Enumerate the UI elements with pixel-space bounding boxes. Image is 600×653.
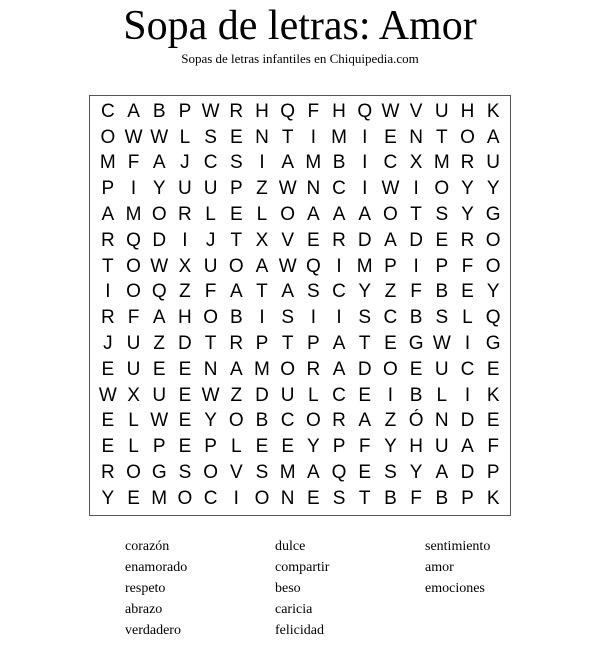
grid-cell[interactable]: O bbox=[485, 255, 501, 277]
grid-cell[interactable]: D bbox=[255, 384, 269, 406]
grid-cell[interactable]: O bbox=[177, 487, 193, 509]
grid-cell[interactable]: H bbox=[460, 100, 475, 122]
grid-cell[interactable]: R bbox=[229, 100, 244, 122]
word-list-item: emociones bbox=[425, 581, 485, 596]
grid-cell[interactable]: U bbox=[152, 384, 167, 406]
grid-cell[interactable]: S bbox=[255, 462, 269, 484]
grid-cell[interactable]: L bbox=[436, 384, 448, 406]
grid-cell[interactable]: F bbox=[358, 436, 371, 458]
grid-cell[interactable]: M bbox=[99, 152, 116, 174]
grid-cell[interactable]: W bbox=[278, 255, 297, 277]
grid-cell[interactable]: I bbox=[310, 307, 316, 329]
grid-cell[interactable]: P bbox=[307, 333, 320, 355]
grid-cell[interactable]: R bbox=[460, 152, 475, 174]
grid-cell[interactable]: E bbox=[281, 436, 294, 458]
grid-cell[interactable]: C bbox=[100, 100, 115, 122]
grid-cell[interactable]: M bbox=[254, 358, 270, 380]
grid-cell[interactable]: D bbox=[460, 462, 475, 484]
word-list-item: beso bbox=[275, 581, 301, 596]
grid-cell[interactable]: E bbox=[307, 487, 320, 509]
grid-cell[interactable]: D bbox=[178, 333, 192, 355]
grid-cell[interactable]: W bbox=[150, 126, 169, 148]
grid-cell[interactable]: U bbox=[434, 358, 449, 380]
grid-cell[interactable]: T bbox=[358, 487, 371, 509]
grid-cell[interactable]: E bbox=[152, 358, 166, 380]
grid-cell[interactable]: O bbox=[485, 229, 501, 251]
grid-cell[interactable]: H bbox=[409, 436, 423, 458]
grid-cell[interactable]: U bbox=[203, 255, 218, 277]
grid-cell[interactable]: P bbox=[101, 178, 115, 200]
grid-cell[interactable]: I bbox=[464, 384, 471, 406]
grid-cell[interactable]: E bbox=[101, 358, 115, 380]
grid-cell[interactable]: B bbox=[435, 281, 449, 303]
grid-cell[interactable]: D bbox=[357, 229, 372, 251]
grid-cell[interactable]: E bbox=[178, 410, 192, 432]
grid-cell[interactable]: Q bbox=[305, 255, 321, 277]
grid-cell[interactable]: L bbox=[308, 384, 319, 406]
grid-cell[interactable]: I bbox=[130, 178, 137, 200]
word-list-column bbox=[275, 536, 425, 641]
grid-cell[interactable]: N bbox=[280, 487, 295, 509]
grid-cell[interactable]: S bbox=[281, 307, 294, 329]
grid-cell[interactable]: E bbox=[229, 126, 243, 148]
grid-cell[interactable]: D bbox=[460, 410, 475, 432]
grid-cell[interactable]: F bbox=[410, 487, 422, 509]
grid-cell[interactable]: T bbox=[281, 126, 294, 148]
grid-cell[interactable]: W bbox=[381, 178, 400, 200]
grid-cell[interactable]: R bbox=[229, 333, 244, 355]
grid-cell[interactable]: W bbox=[124, 126, 143, 148]
grid-cell[interactable]: A bbox=[486, 126, 500, 148]
grid-cell[interactable]: O bbox=[254, 487, 270, 509]
grid-cell[interactable]: E bbox=[229, 204, 243, 226]
grid-cell[interactable]: I bbox=[387, 384, 394, 406]
grid-cell[interactable]: V bbox=[281, 229, 294, 251]
grid-cell[interactable]: K bbox=[486, 487, 500, 509]
grid-cell[interactable]: P bbox=[152, 436, 166, 458]
grid-cell[interactable]: G bbox=[408, 333, 424, 355]
grid-cell[interactable]: X bbox=[178, 255, 192, 277]
grid-cell[interactable]: Ó bbox=[408, 410, 424, 432]
grid-cell[interactable]: H bbox=[178, 307, 192, 329]
grid-cell[interactable]: F bbox=[127, 307, 140, 329]
grid-cell[interactable]: I bbox=[336, 255, 342, 277]
grid-cell[interactable]: M bbox=[356, 255, 373, 277]
grid-cell[interactable]: A bbox=[101, 204, 115, 226]
grid-cell[interactable]: P bbox=[255, 333, 269, 355]
grid-cell[interactable]: S bbox=[384, 462, 397, 484]
grid-cell[interactable]: R bbox=[100, 307, 115, 329]
grid-cell[interactable]: S bbox=[229, 152, 243, 174]
grid-cell[interactable]: W bbox=[432, 333, 451, 355]
grid-cell[interactable]: M bbox=[125, 204, 142, 226]
grid-cell[interactable]: M bbox=[305, 152, 322, 174]
grid-cell[interactable]: Q bbox=[357, 100, 373, 122]
grid-cell[interactable]: S bbox=[435, 204, 449, 226]
grid-cell[interactable]: O bbox=[100, 126, 116, 148]
word-list-column bbox=[125, 536, 275, 641]
grid-cell[interactable]: R bbox=[100, 229, 115, 251]
word-list bbox=[125, 536, 545, 641]
grid-cell[interactable]: I bbox=[362, 126, 368, 148]
grid-cell[interactable]: F bbox=[461, 255, 474, 277]
grid-cell[interactable]: O bbox=[305, 410, 321, 432]
grid-cell[interactable]: M bbox=[433, 152, 450, 174]
grid-cell[interactable]: U bbox=[126, 333, 141, 355]
word-list-item: respeto bbox=[125, 581, 166, 596]
grid-cell[interactable]: E bbox=[461, 281, 474, 303]
grid-cell[interactable]: M bbox=[151, 487, 168, 509]
word-list-item: felicidad bbox=[275, 623, 324, 638]
grid-cell[interactable]: Q bbox=[485, 307, 501, 329]
grid-cell[interactable]: L bbox=[128, 410, 139, 432]
grid-cell[interactable]: J bbox=[205, 229, 216, 251]
grid-cell[interactable]: Y bbox=[152, 178, 166, 200]
grid-cell[interactable]: E bbox=[101, 436, 115, 458]
grid-cell[interactable]: W bbox=[201, 100, 220, 122]
grid-cell[interactable]: F bbox=[410, 281, 422, 303]
grid-cell[interactable]: Y bbox=[204, 410, 217, 432]
grid-cell[interactable]: P bbox=[332, 436, 346, 458]
grid-cell[interactable]: G bbox=[151, 462, 167, 484]
grid-cell[interactable]: O bbox=[460, 126, 475, 148]
grid-cell[interactable]: C bbox=[332, 281, 346, 303]
grid-cell[interactable]: A bbox=[307, 462, 320, 484]
grid-cell[interactable]: L bbox=[128, 436, 139, 458]
grid-cell[interactable]: S bbox=[435, 307, 449, 329]
grid-cell[interactable]: B bbox=[409, 384, 423, 406]
grid-cell[interactable]: F bbox=[204, 281, 217, 303]
grid-cell[interactable]: P bbox=[486, 462, 500, 484]
grid-cell[interactable]: N bbox=[306, 178, 321, 200]
word-list-item: sentimiento bbox=[425, 539, 491, 554]
grid-cell[interactable]: L bbox=[256, 204, 268, 226]
grid-cell[interactable]: X bbox=[409, 152, 423, 174]
grid-cell[interactable]: I bbox=[105, 281, 111, 303]
grid-cell[interactable]: N bbox=[434, 410, 449, 432]
grid-cell[interactable]: A bbox=[281, 152, 294, 174]
grid-cell[interactable]: L bbox=[205, 204, 216, 226]
grid-cell[interactable]: E bbox=[178, 436, 192, 458]
grid-cell[interactable]: A bbox=[152, 307, 166, 329]
word-list-item: corazón bbox=[125, 539, 170, 554]
grid-cell[interactable]: K bbox=[486, 100, 500, 122]
grid-cell[interactable]: U bbox=[126, 358, 141, 380]
grid-cell[interactable]: Y bbox=[384, 436, 397, 458]
grid-cell[interactable]: J bbox=[103, 333, 113, 355]
grid-cell[interactable]: O bbox=[228, 410, 244, 432]
grid-cell[interactable]: Z bbox=[256, 178, 268, 200]
grid-cell[interactable]: Y bbox=[409, 462, 423, 484]
grid-cell[interactable]: A bbox=[384, 229, 397, 251]
grid-cell[interactable]: P bbox=[229, 178, 243, 200]
grid-cell[interactable]: C bbox=[460, 358, 475, 380]
grid-cell[interactable]: F bbox=[487, 436, 499, 458]
grid-cell[interactable]: U bbox=[434, 100, 449, 122]
grid-cell[interactable]: O bbox=[383, 358, 398, 380]
grid-cell[interactable]: R bbox=[332, 410, 346, 432]
grid-cell[interactable]: O bbox=[126, 462, 141, 484]
grid-cell[interactable]: U bbox=[486, 152, 501, 174]
grid-cell[interactable]: L bbox=[179, 126, 191, 148]
grid-cell[interactable]: E bbox=[486, 410, 500, 432]
grid-cell[interactable]: C bbox=[280, 410, 295, 432]
grid-cell[interactable]: D bbox=[152, 229, 167, 251]
grid-cell[interactable]: E bbox=[384, 333, 397, 355]
grid-cell[interactable]: L bbox=[462, 307, 473, 329]
grid-cell[interactable]: O bbox=[434, 178, 450, 200]
grid-cell[interactable]: A bbox=[281, 281, 294, 303]
grid-cell[interactable]: Q bbox=[126, 229, 141, 251]
grid-cell[interactable]: G bbox=[485, 333, 501, 355]
grid-cell[interactable]: O bbox=[126, 255, 141, 277]
grid-cell[interactable]: U bbox=[178, 178, 192, 200]
grid-cell[interactable]: Y bbox=[101, 487, 115, 509]
grid-cell[interactable]: T bbox=[358, 333, 371, 355]
word-list-column bbox=[425, 536, 545, 641]
grid-cell[interactable]: E bbox=[486, 358, 500, 380]
word-list-item: caricia bbox=[275, 602, 313, 617]
grid-cell[interactable]: C bbox=[332, 384, 346, 406]
grid-cell[interactable]: I bbox=[362, 178, 368, 200]
grid-cell[interactable]: L bbox=[230, 436, 242, 458]
grid-cell[interactable]: N bbox=[203, 358, 218, 380]
grid-cell[interactable]: W bbox=[381, 100, 400, 122]
grid-cell[interactable]: F bbox=[307, 100, 320, 122]
grid-cell[interactable]: O bbox=[228, 255, 244, 277]
grid-cell[interactable]: O bbox=[203, 462, 218, 484]
grid-cell[interactable]: H bbox=[332, 100, 346, 122]
grid-cell[interactable]: Y bbox=[461, 178, 474, 200]
grid-cell[interactable]: A bbox=[332, 358, 346, 380]
grid-cell[interactable]: Z bbox=[179, 281, 191, 303]
grid-cell[interactable]: E bbox=[358, 462, 372, 484]
grid-cell[interactable]: E bbox=[435, 229, 449, 251]
grid-cell[interactable]: A bbox=[332, 204, 346, 226]
letter-grid bbox=[95, 99, 506, 512]
grid-cell[interactable]: Q bbox=[151, 281, 167, 303]
grid-cell[interactable]: H bbox=[255, 100, 269, 122]
word-list-item: verdadero bbox=[125, 623, 181, 638]
grid-cell[interactable]: P bbox=[384, 255, 397, 277]
grid-cell[interactable]: I bbox=[413, 255, 419, 277]
grid-cell[interactable]: S bbox=[307, 281, 320, 303]
word-list-item: abrazo bbox=[125, 602, 163, 617]
word-list-item: dulce bbox=[275, 539, 306, 554]
grid-cell[interactable]: M bbox=[331, 126, 347, 148]
grid-cell[interactable]: A bbox=[152, 152, 166, 174]
grid-cell[interactable]: O bbox=[280, 358, 296, 380]
grid-cell[interactable]: U bbox=[280, 384, 295, 406]
grid-cell[interactable]: B bbox=[229, 307, 243, 329]
grid-cell[interactable]: Q bbox=[331, 462, 347, 484]
grid-cell[interactable]: Z bbox=[230, 384, 243, 406]
grid-cell[interactable]: E bbox=[384, 126, 397, 148]
grid-cell[interactable]: Y bbox=[461, 204, 474, 226]
grid-cell[interactable]: I bbox=[182, 229, 188, 251]
grid-cell[interactable]: B bbox=[255, 410, 269, 432]
grid-cell[interactable]: C bbox=[383, 152, 398, 174]
grid-cell[interactable]: R bbox=[178, 204, 192, 226]
grid-cell[interactable]: S bbox=[178, 462, 192, 484]
grid-cell[interactable]: Q bbox=[280, 100, 296, 122]
grid-cell[interactable]: Z bbox=[384, 410, 397, 432]
grid-cell[interactable]: T bbox=[435, 126, 448, 148]
grid-cell[interactable]: E bbox=[409, 358, 423, 380]
grid-cell[interactable]: E bbox=[358, 384, 372, 406]
grid-cell[interactable]: Y bbox=[307, 436, 320, 458]
grid-cell[interactable]: E bbox=[178, 358, 192, 380]
page-subtitle: Sopas de letras infantiles en Chiquipedia.com bbox=[181, 51, 419, 66]
grid-cell[interactable]: X bbox=[255, 229, 269, 251]
grid-cell[interactable]: M bbox=[279, 462, 296, 484]
grid-cell[interactable]: X bbox=[127, 384, 140, 406]
grid-cell[interactable]: E bbox=[307, 229, 320, 251]
grid-cell[interactable]: J bbox=[180, 152, 190, 174]
grid-cell[interactable]: T bbox=[410, 204, 422, 226]
grid-cell[interactable]: T bbox=[102, 255, 114, 277]
grid-cell[interactable]: O bbox=[126, 281, 141, 303]
grid-cell[interactable]: O bbox=[203, 307, 218, 329]
grid-cell[interactable]: R bbox=[332, 229, 346, 251]
word-list-item: enamorado bbox=[125, 560, 188, 575]
grid-cell[interactable]: W bbox=[150, 255, 169, 277]
grid-cell[interactable]: R bbox=[100, 462, 115, 484]
grid-cell[interactable]: D bbox=[357, 358, 372, 380]
grid-cell[interactable]: P bbox=[178, 100, 192, 122]
grid-cell[interactable]: T bbox=[230, 229, 243, 251]
grid-cell[interactable]: U bbox=[203, 178, 218, 200]
grid-cell[interactable]: A bbox=[229, 281, 243, 303]
grid-cell[interactable]: A bbox=[358, 410, 372, 432]
grid-cell[interactable]: N bbox=[409, 126, 423, 148]
grid-cell[interactable]: P bbox=[204, 436, 217, 458]
grid-cell[interactable]: O bbox=[151, 204, 167, 226]
grid-cell[interactable]: V bbox=[229, 462, 243, 484]
grid-cell[interactable]: P bbox=[461, 487, 474, 509]
page-title: Sopa de letras: Amor bbox=[123, 3, 477, 49]
grid-cell[interactable]: A bbox=[307, 204, 320, 226]
grid-cell[interactable]: E bbox=[127, 487, 140, 509]
grid-cell[interactable]: Y bbox=[486, 281, 500, 303]
grid-cell[interactable]: N bbox=[255, 126, 269, 148]
grid-cell[interactable]: V bbox=[409, 100, 423, 122]
grid-cell[interactable]: E bbox=[101, 410, 115, 432]
grid-cell[interactable]: W bbox=[278, 178, 297, 200]
grid-cell[interactable]: P bbox=[435, 255, 449, 277]
grid-cell[interactable]: E bbox=[178, 384, 192, 406]
grid-cell[interactable]: E bbox=[255, 436, 269, 458]
grid-cell[interactable]: T bbox=[256, 281, 268, 303]
grid-cell[interactable]: O bbox=[280, 204, 296, 226]
grid-cell[interactable]: I bbox=[233, 487, 239, 509]
grid-cell[interactable]: A bbox=[255, 255, 269, 277]
grid-cell[interactable]: U bbox=[434, 436, 449, 458]
grid-cell[interactable]: B bbox=[435, 487, 449, 509]
grid-cell[interactable]: D bbox=[409, 229, 423, 251]
grid-cell[interactable]: S bbox=[204, 126, 217, 148]
grid-cell[interactable]: Y bbox=[486, 178, 500, 200]
grid-cell[interactable]: R bbox=[460, 229, 475, 251]
grid-cell[interactable]: F bbox=[127, 152, 140, 174]
grid-cell[interactable]: O bbox=[383, 204, 398, 226]
grid-cell[interactable]: S bbox=[358, 307, 372, 329]
grid-cell[interactable]: C bbox=[203, 152, 218, 174]
grid-cell[interactable]: C bbox=[203, 487, 218, 509]
grid-cell[interactable]: I bbox=[310, 126, 316, 148]
grid-cell[interactable]: T bbox=[281, 333, 294, 355]
grid-cell[interactable]: B bbox=[332, 152, 346, 174]
grid-cell[interactable]: K bbox=[486, 384, 500, 406]
grid-cell[interactable]: A bbox=[435, 462, 449, 484]
grid-cell[interactable]: G bbox=[485, 204, 501, 226]
grid-cell[interactable]: C bbox=[383, 307, 398, 329]
grid-cell[interactable]: W bbox=[150, 410, 169, 432]
grid-cell[interactable]: Y bbox=[358, 281, 372, 303]
grid-cell[interactable]: I bbox=[336, 307, 342, 329]
grid-cell[interactable]: I bbox=[362, 152, 368, 174]
grid-cell[interactable]: R bbox=[306, 358, 321, 380]
grid-cell[interactable]: A bbox=[358, 204, 372, 226]
grid-cell[interactable]: I bbox=[259, 307, 265, 329]
grid-cell[interactable]: W bbox=[98, 384, 117, 406]
letter-grid-frame bbox=[89, 95, 511, 516]
grid-cell[interactable]: I bbox=[413, 178, 419, 200]
grid-cell[interactable]: Z bbox=[153, 333, 166, 355]
grid-cell[interactable]: A bbox=[127, 100, 140, 122]
grid-cell[interactable]: B bbox=[409, 307, 423, 329]
grid-cell[interactable]: B bbox=[384, 487, 397, 509]
word-list-item: compartir bbox=[275, 560, 330, 575]
grid-cell[interactable]: A bbox=[332, 333, 346, 355]
grid-cell[interactable]: C bbox=[332, 178, 346, 200]
grid-cell[interactable]: B bbox=[152, 100, 166, 122]
grid-cell[interactable]: I bbox=[259, 152, 265, 174]
grid-cell[interactable]: Z bbox=[384, 281, 397, 303]
grid-cell[interactable]: A bbox=[229, 358, 243, 380]
grid-cell[interactable]: S bbox=[332, 487, 346, 509]
grid-cell[interactable]: I bbox=[464, 333, 471, 355]
grid-cell[interactable]: T bbox=[204, 333, 217, 355]
grid-cell[interactable]: A bbox=[461, 436, 474, 458]
word-list-item: amor bbox=[425, 560, 454, 575]
grid-cell[interactable]: W bbox=[201, 384, 220, 406]
